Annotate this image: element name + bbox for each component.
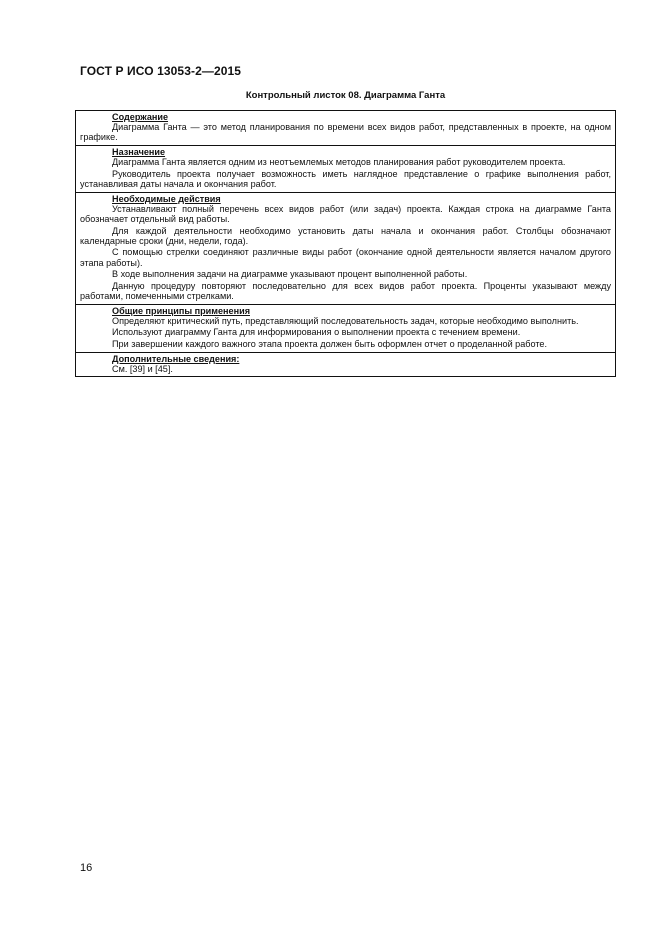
section-paragraph: В ходе выполнения задачи на диаграмме указывают процент выполненной работы.: [112, 269, 468, 280]
section-heading: Общие принципы применения: [112, 305, 250, 316]
section-paragraph: Диаграмма Ганта является одним из неотъемлемых методов планирования работ руководителем проекта.: [112, 157, 566, 168]
section-heading: Содержание: [112, 112, 169, 122]
section-paragraph: Данную процедуру повторяют последовательно для всех видов работ проекта. Проценты указывают между работами, помеченными стрелками.: [80, 280, 611, 301]
section-heading: Необходимые действия: [112, 193, 221, 204]
checklist-title: Контрольный листок 08. Диаграмма Ганта: [245, 90, 446, 101]
section-paragraph: Для каждой деятельности необходимо установить даты начала и окончания работ. Столбцы обозначают календарные сроки (дни, недели, года).: [80, 225, 611, 246]
checklist-table: [75, 110, 616, 377]
section-heading: Назначение: [112, 147, 166, 157]
section-required-actions: [76, 192, 615, 304]
section-content: [76, 111, 615, 145]
section-paragraph: Руководитель проекта получает возможность иметь наглядное представление о графике выполнения работ, устанавливая даты начала и окончания работ.: [80, 168, 611, 189]
section-paragraph: Диаграмма Ганта — это метод планирования по времени всех видов работ, представленных в проекте, на одном графике.: [80, 122, 611, 143]
section-paragraph: Определяют критический путь, представляющий последовательность задач, которые необходимо выполнить.: [112, 315, 579, 326]
section-paragraph: См. [39] и [45].: [112, 363, 173, 374]
section-paragraph: При завершении каждого важного этапа проекта должен быть оформлен отчет о проделанной работе.: [112, 338, 548, 349]
document-standard-header: ГОСТ Р ИСО 13053-2—2015: [80, 64, 242, 78]
section-purpose: [76, 145, 615, 192]
section-paragraph: Устанавливают полный перечень всех видов работ (или задач) проекта. Каждая строка на диаграмме Ганта обозначает отдельный вид работы.: [80, 203, 611, 224]
section-heading: Дополнительные сведения:: [112, 353, 240, 364]
section-general-principles: [76, 304, 615, 352]
section-paragraph: Используют диаграмму Ганта для информирования о выполнении проекта с течением времени.: [112, 327, 521, 338]
section-additional-info: [76, 352, 615, 377]
section-paragraph: С помощью стрелки соединяют различные виды работ (окончание одной деятельности является началом другого этапа работы).: [80, 247, 611, 268]
page-number: 16: [80, 862, 93, 874]
